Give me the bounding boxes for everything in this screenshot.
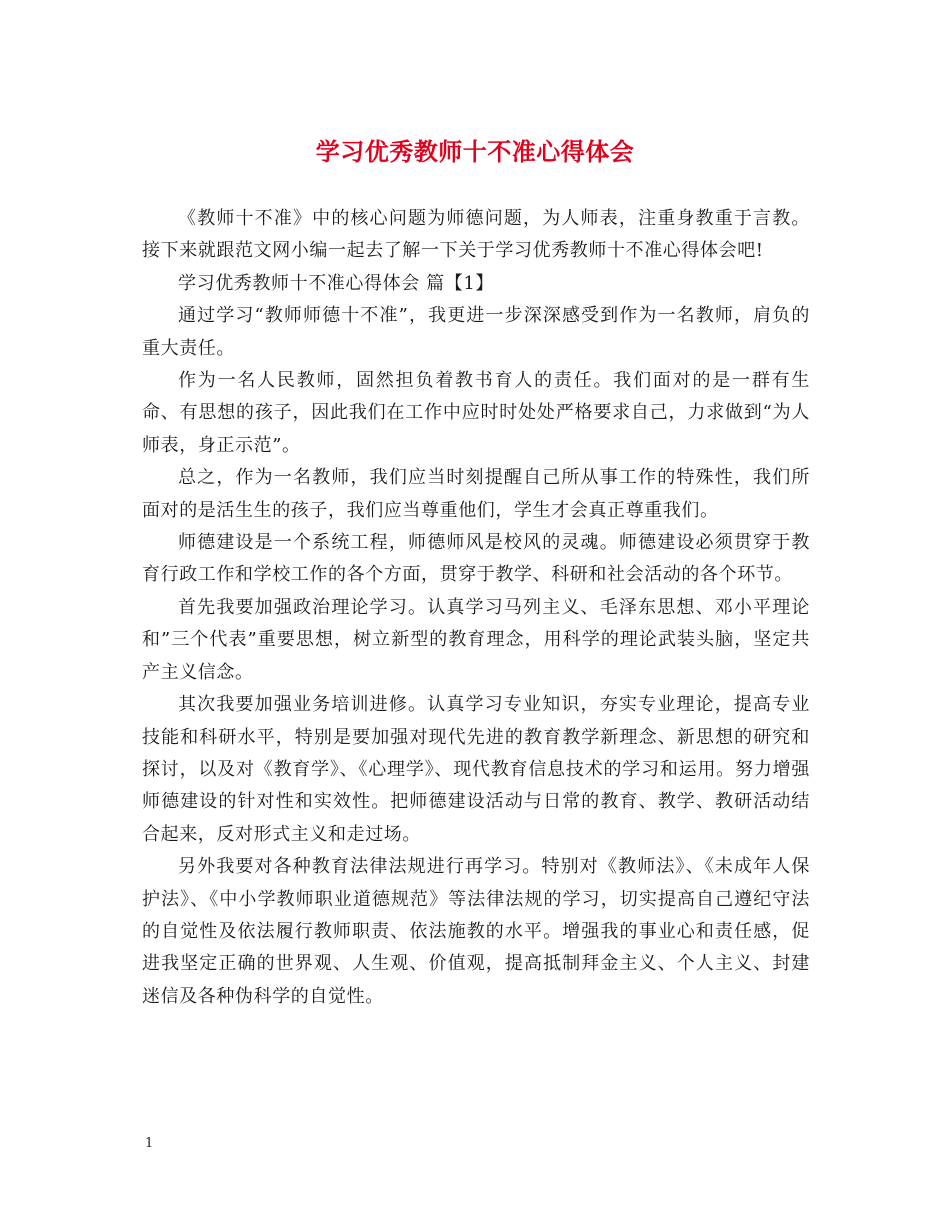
paragraph: 作为一名人民教师，固然担负着教书育人的责任。我们面对的是一群有生命、有思想的孩子，因此我们在工作中应时时处处严格要求自己，力求做到“为人师表，身正示范”。 bbox=[142, 370, 810, 456]
paragraph: 其次我要加强业务培训进修。认真学习专业知识，夯实专业理论，提高专业技能和科研水平，特别是要加强对现代先进的教育教学新理念、新思想的研究和探讨，以及对《教育学》、《心理学》、现代教育信息技术的学习和运用。努力增强师德建设的针对性和实效性。把师德建设活动与日常的教育、教学、教研活动结合起来，反对形式主义和走过场。 bbox=[142, 694, 810, 845]
paragraph: 另外我要对各种教育法律法规进行再学习。特别对《教师法》、《未成年人保护法》、《中小学教师职业道德规范》等法律法规的学习，切实提高自己遵纪守法的自觉性及依法履行教师职责、依法施教的水平。增强我的事业心和责任感，促进我坚定正确的世界观、人生观、价值观，提高抵制拜金主义、个人主义、封建迷信及各种伪科学的自觉性。 bbox=[142, 856, 810, 1007]
paragraph: 首先我要加强政治理论学习。认真学习马列主义、毛泽东思想、邓小平理论和”三个代表”重要思想，树立新型的教育理念，用科学的理论武装头脑，坚定共产主义信念。 bbox=[142, 596, 810, 683]
page-number: 1 bbox=[145, 1136, 154, 1151]
paragraph: 师德建设是一个系统工程，师德师风是校风的灵魂。师德建设必须贯穿于教育行政工作和学校工作的各个方面，贯穿于教学、科研和社会活动的各个环节。 bbox=[142, 532, 810, 586]
section-heading: 学习优秀教师十不准心得体会 篇【1】 bbox=[178, 272, 494, 294]
paragraph-intro: 《教师十不准》中的核心问题为师德问题，为人师表，注重身教重于言教。接下来就跟范文网小编一起去了解一下关于学习优秀教师十不准心得体会吧! bbox=[142, 208, 810, 262]
document-title: 学习优秀教师十不准心得体会 bbox=[315, 138, 635, 166]
document-body bbox=[142, 203, 810, 1013]
paragraph: 总之，作为一名教师，我们应当时刻提醒自己所从事工作的特殊性，我们所面对的是活生生的孩子，我们应当尊重他们，学生才会真正尊重我们。 bbox=[142, 467, 810, 521]
paragraph: 通过学习“教师师德十不准”，我更进一步深深感受到作为一名教师，肩负的重大责任。 bbox=[142, 305, 810, 359]
